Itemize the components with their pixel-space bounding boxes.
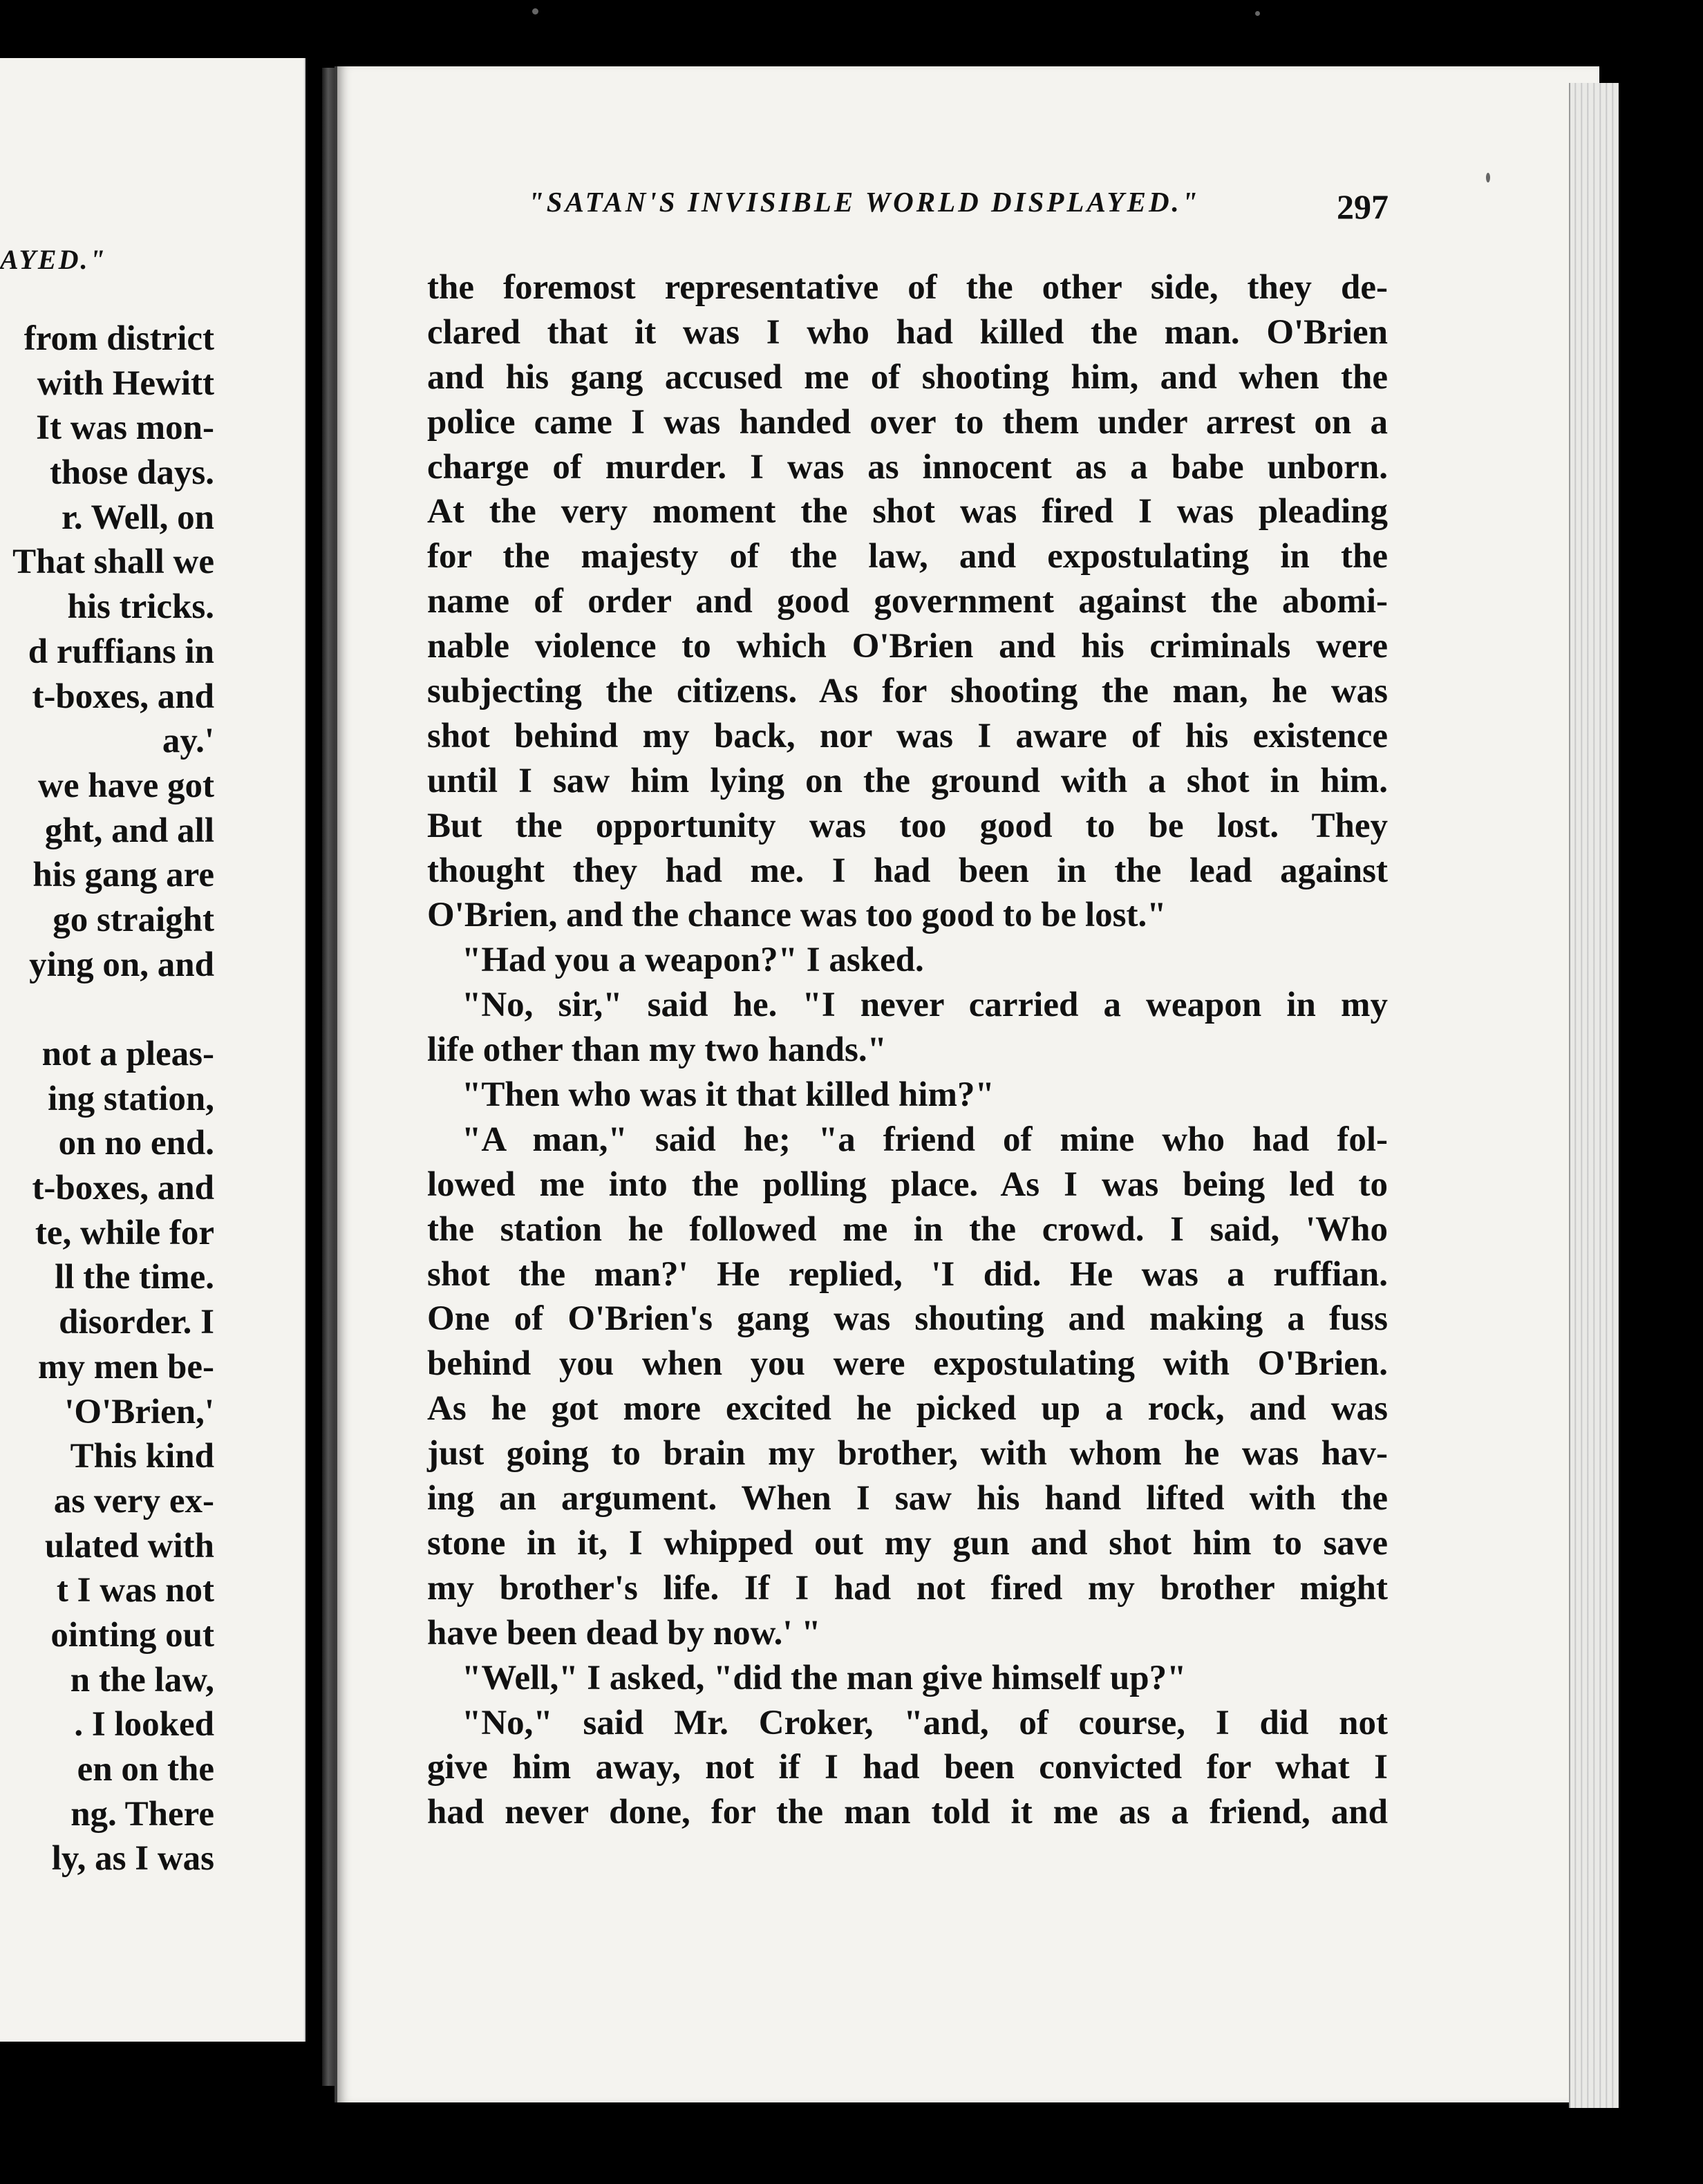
text-line: from district — [23, 319, 214, 358]
text-line: the foremost representative of the other side, they de- — [427, 268, 1388, 307]
text-line: r. Well, on — [61, 498, 214, 537]
text-line: ng. There — [70, 1794, 214, 1834]
text-line: ointing out — [50, 1615, 214, 1655]
text-line: ulated with — [44, 1526, 214, 1565]
text-line: shot behind my back, nor was I aware of his existence — [427, 716, 1388, 755]
text-line: It was mon- — [36, 408, 214, 448]
text-line: my men be- — [38, 1347, 214, 1386]
text-line: "No," said Mr. Croker, "and, of course, I did not — [462, 1703, 1388, 1742]
text-line: d ruffians in — [28, 632, 214, 671]
text-line: on no end. — [58, 1124, 214, 1163]
text-line: That shall we — [12, 543, 214, 582]
text-line: we have got — [38, 766, 214, 805]
text-line — [0, 987, 214, 1032]
text-line: his gang are — [32, 856, 214, 895]
text-line: "No, sir," said he. "I never carried a weapon in my — [462, 986, 1388, 1025]
text-line: One of O'Brien's gang was shouting and making a fuss — [427, 1299, 1388, 1339]
text-line: until I saw him lying on the ground with a shot in him. — [427, 761, 1388, 800]
dust-speck — [532, 8, 538, 15]
text-line: "Well," I asked, "did the man give himself up?" — [462, 1658, 1187, 1697]
text-line: stone in it, I whipped out my gun and shot him to save — [427, 1523, 1388, 1563]
page-edges — [1569, 83, 1619, 2108]
text-line: go straight — [53, 900, 214, 939]
text-line: ly, as I was — [51, 1839, 214, 1879]
text-line: give him away, not if I had been convicted for what I — [427, 1748, 1388, 1787]
text-line: those days. — [49, 453, 214, 493]
text-line: behind you when you were expostulating with O'Brien. — [427, 1344, 1388, 1384]
text-line: t-boxes, and — [32, 1169, 214, 1208]
text-line: clared that it was I who had killed the man. O'Brien — [427, 312, 1388, 352]
text-line: his tricks. — [67, 587, 214, 627]
text-line: with Hewitt — [37, 364, 214, 403]
dust-speck — [1255, 11, 1260, 16]
text-line: have been dead by now.' " — [427, 1613, 821, 1653]
text-line: ll the time. — [55, 1258, 214, 1297]
text-line: as very ex- — [53, 1481, 214, 1521]
text-line: At the very moment the shot was fired I was pleading — [427, 492, 1388, 531]
text-line: O'Brien, and the chance was too good to be lost." — [427, 896, 1167, 935]
text-line: my brother's life. If I had not fired my brother might — [427, 1568, 1388, 1608]
text-line: te, while for — [35, 1213, 214, 1252]
text-line: ght, and all — [44, 811, 214, 850]
running-head: "SATAN'S INVISIBLE WORLD DISPLAYED." — [528, 186, 1201, 218]
text-line: This kind — [70, 1437, 214, 1476]
text-line: But the opportunity was too good to be lost. They — [427, 806, 1388, 845]
page-number: 297 — [1337, 187, 1389, 226]
text-line: ing an argument. When I saw his hand lifted with the — [427, 1479, 1388, 1518]
text-line: "A man," said he; "a friend of mine who had fol- — [462, 1120, 1388, 1159]
dust-speck — [1486, 173, 1490, 182]
left-page — [0, 58, 305, 2042]
text-line: lowed me into the polling place. As I was being led to — [427, 1165, 1388, 1204]
text-line: the station he followed me in the crowd. I said, 'Who — [427, 1209, 1388, 1249]
text-line: As he got more excited he picked up a rock, and was — [427, 1389, 1388, 1429]
text-line: n the law, — [70, 1660, 214, 1700]
text-line: just going to brain my brother, with whom he was hav- — [427, 1434, 1388, 1474]
text-line: "Then who was it that killed him?" — [462, 1075, 995, 1115]
text-line: name of order and good government against the abomi- — [427, 582, 1388, 621]
text-line: and his gang accused me of shooting him, and when the — [427, 357, 1388, 397]
text-line: "Had you a weapon?" I asked. — [462, 941, 924, 980]
text-line: charge of murder. I was as innocent as a babe unborn. — [427, 447, 1388, 487]
text-line: en on the — [77, 1750, 214, 1789]
text-line: shot the man?' He replied, 'I did. He was a ruffian. — [427, 1254, 1388, 1294]
left-running-head: AYED." — [0, 244, 107, 275]
text-line: life other than my two hands." — [427, 1030, 887, 1070]
text-line: thought they had me. I had been in the lead against — [427, 851, 1388, 890]
text-line: t I was not — [56, 1571, 214, 1610]
text-line: ying on, and — [29, 945, 214, 984]
body-text — [427, 265, 1388, 1835]
text-line: ay.' — [162, 722, 214, 761]
text-line: disorder. I — [59, 1303, 214, 1342]
text-line: not a pleas- — [41, 1035, 214, 1073]
text-line: nable violence to which O'Brien and his criminals were — [427, 627, 1388, 666]
left-page-text — [0, 317, 214, 1881]
text-line: police came I was handed over to them under arrest on a — [427, 402, 1388, 442]
text-line: . I looked — [74, 1705, 214, 1744]
text-line: subjecting the citizens. As for shooting the man, he was — [427, 672, 1388, 711]
text-line: 'O'Brien,' — [64, 1392, 214, 1431]
text-line: for the majesty of the law, and expostulating in the — [427, 537, 1388, 576]
text-line: ing station, — [48, 1079, 214, 1118]
text-line: t-boxes, and — [32, 677, 214, 716]
text-line: had never done, for the man told it me as a friend, and — [427, 1793, 1388, 1832]
